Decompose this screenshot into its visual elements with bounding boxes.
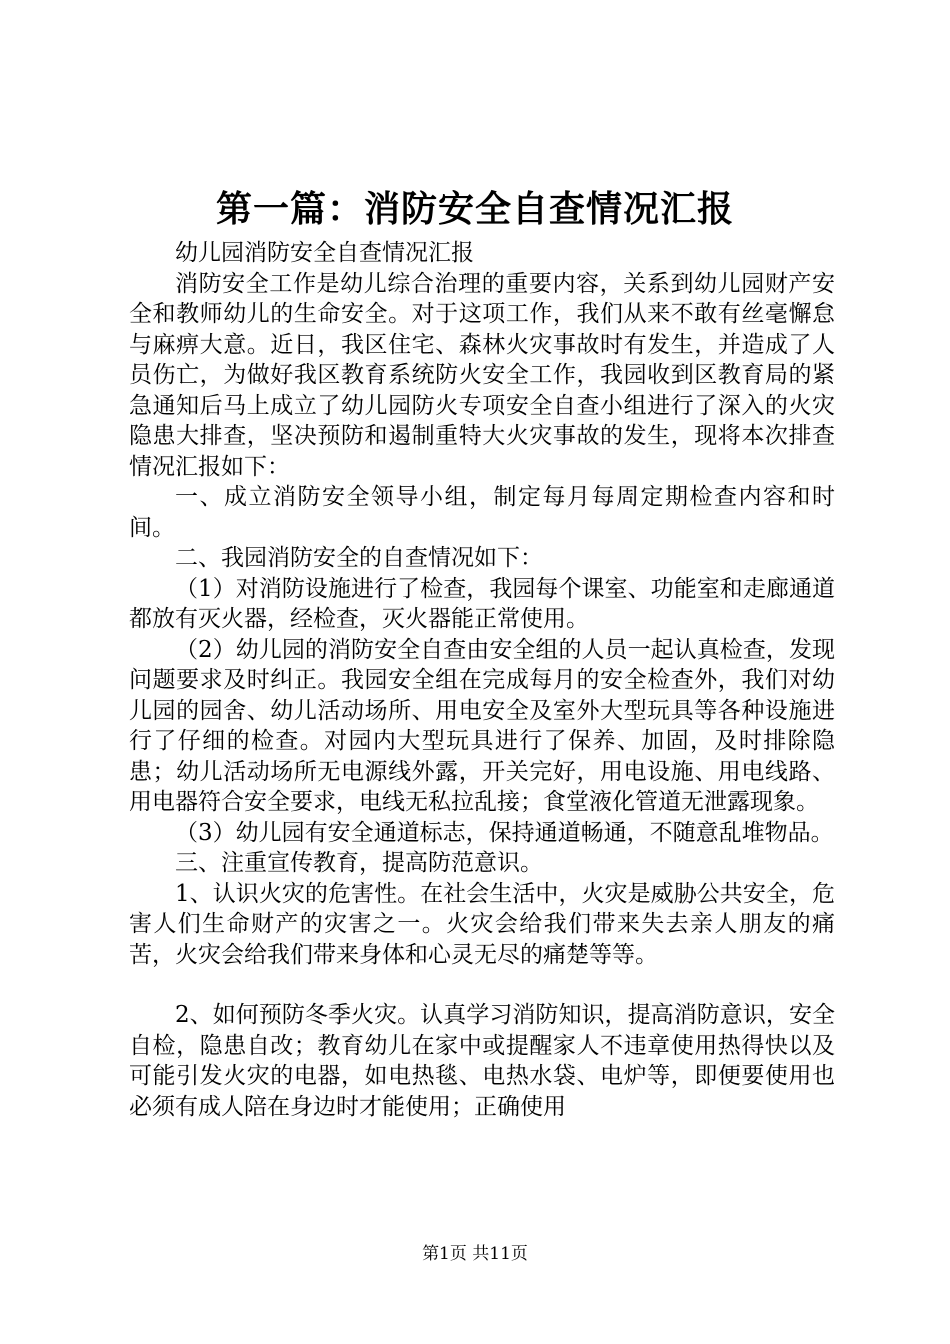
body-paragraph: （2）幼儿园的消防安全自查由安全组的人员一起认真检查，发现问题要求及时纠正。我园安全组在完成每月的安全检查外，我们对幼儿园的园舍、幼儿活动场所、用电安全及室外大型玩具等各种设施进行了仔细的检查。对园内大型玩具进行了保养、加固，及时排除隐患；幼儿活动场所无电源线外露，开关完好，用电设施、用电线路、用电器符合安全要求，电线无私拉乱接；食堂液化管道无泄露现象。 — [129, 636, 835, 815]
document-body — [129, 238, 835, 1122]
body-paragraph: （1）对消防设施进行了检查，我园每个课室、功能室和走廊通道都放有灭火器，经检查，灭火器能正常使用。 — [129, 575, 835, 632]
page-indicator: 第1页 共11页 — [422, 1244, 528, 1264]
page-footer — [0, 1242, 950, 1266]
body-paragraph: （3）幼儿园有安全通道标志，保持通道畅通，不随意乱堆物品。 — [175, 819, 834, 846]
body-paragraph: 一、成立消防安全领导小组，制定每月每周定期检查内容和时间。 — [129, 484, 835, 541]
body-paragraph: 消防安全工作是幼儿综合治理的重要内容，关系到幼儿园财产安全和教师幼儿的生命安全。对于这项工作，我们从来不敢有丝毫懈怠与麻痹大意。近日，我区住宅、森林火灾事故时有发生，并造成了人员伤亡，为做好我区教育系统防火安全工作，我园收到区教育局的紧急通知后马上成立了幼儿园防火专项安全自查小组进行了深入的火灾隐患大排查，坚决预防和遏制重特大火灾事故的发生，现将本次排查情况汇报如下： — [129, 270, 835, 480]
subtitle-paragraph: 幼儿园消防安全自查情况汇报 — [175, 240, 474, 266]
body-paragraph: 2、如何预防冬季火灾。认真学习消防知识，提高消防意识，安全自检，隐患自改；教育幼儿在家中或提醒家人不违章使用热得快以及可能引发火灾的电器，如电热毯、电热水袋、电炉等，即便要使用也必须有成人陪在身边时才能使用；正确使用 — [129, 1002, 835, 1120]
body-paragraph: 二、我园消防安全的自查情况如下： — [175, 545, 543, 571]
body-paragraph: 1、认识火灾的危害性。在社会生活中，火灾是威胁公共安全，危害人们生命财产的灾害之一。火灾会给我们带来失去亲人朋友的痛苦，火灾会给我们带来身体和心灵无尽的痛楚等等。 — [129, 880, 835, 968]
document-title: 第一篇：消防安全自查情况汇报 — [215, 188, 734, 230]
body-paragraph: 三、注重宣传教育，提高防范意识。 — [175, 850, 543, 876]
